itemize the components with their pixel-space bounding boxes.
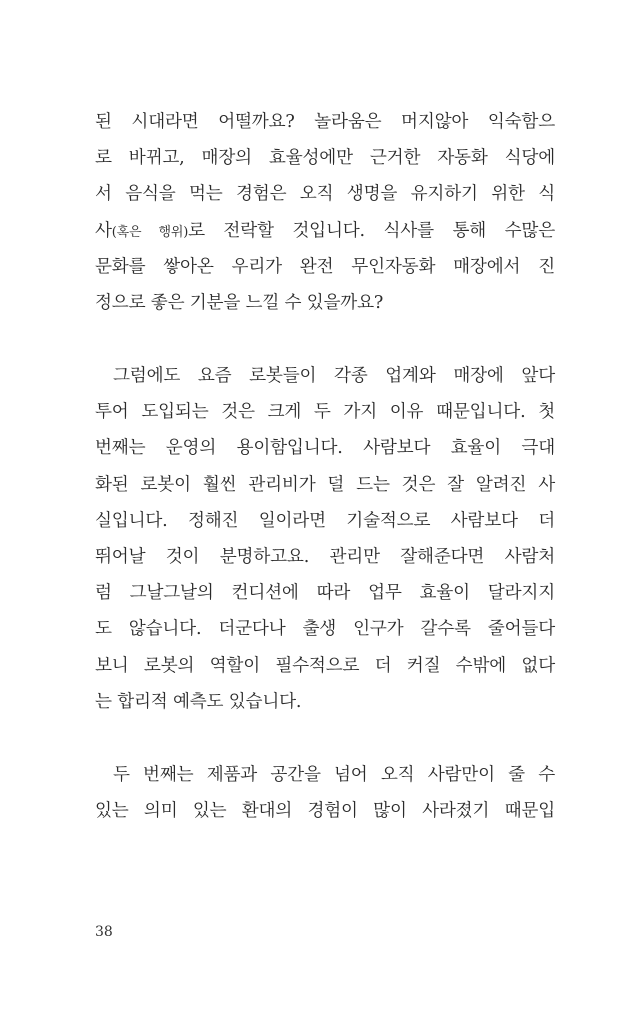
text-segment: 로 전락할 것입니다. 식사를 통해 수많은 bbox=[188, 220, 555, 241]
text-line: 서 음식을 먹는 경험은 오직 생명을 유지하기 위한 식 bbox=[95, 184, 555, 205]
text-line: 된 시대라면 어떨까요? 놀라움은 머지않아 익숙함으 bbox=[95, 112, 555, 132]
text-line: 번째는 운영의 용이함입니다. 사람보다 효율이 극대 bbox=[95, 438, 555, 459]
text-line: 실입니다. 정해진 일이라면 기술적으로 사람보다 더 bbox=[95, 510, 555, 531]
text-line: 럼 그날그날의 컨디션에 따라 업무 효율이 달라지지 bbox=[95, 583, 555, 604]
parenthetical-note: (혹은 행위) bbox=[111, 224, 189, 240]
text-line: 투어 도입되는 것은 크게 두 가지 이유 때문입니다. 첫 bbox=[95, 402, 555, 423]
text-line: 뛰어날 것이 분명하고요. 관리만 잘해준다면 사람처 bbox=[95, 546, 555, 567]
text-line bbox=[95, 213, 555, 249]
page-number: 38 bbox=[95, 924, 113, 940]
text-line: 그럼에도 요즘 로봇들이 각종 업계와 매장에 앞다 bbox=[113, 366, 555, 386]
text-line: 보니 로봇의 역할이 필수적으로 더 커질 수밖에 없다 bbox=[95, 655, 555, 676]
text-line: 문화를 쌓아온 우리가 완전 무인자동화 매장에서 진 bbox=[95, 256, 555, 277]
text-line: 는 합리적 예측도 있습니다. bbox=[95, 691, 302, 712]
text-line: 정으로 좋은 기분을 느낄 수 있을까요? bbox=[95, 292, 384, 313]
paragraph-3 bbox=[95, 757, 555, 829]
text-line: 화된 로봇이 훨씬 관리비가 덜 드는 것은 잘 알려진 사 bbox=[95, 474, 555, 495]
text-line: 도 않습니다. 더군다나 출생 인구가 갈수록 줄어들다 bbox=[95, 619, 555, 640]
paragraph-2 bbox=[95, 358, 555, 720]
paragraph-1 bbox=[95, 104, 555, 321]
text-segment: 사 bbox=[95, 220, 112, 241]
text-line: 두 번째는 제품과 공간을 넘어 오직 사람만이 줄 수 bbox=[113, 765, 555, 785]
text-line: 있는 의미 있는 환대의 경험이 많이 사라졌기 때문입 bbox=[95, 801, 555, 822]
text-line: 로 바뀌고, 매장의 효율성에만 근거한 자동화 식당에 bbox=[95, 148, 555, 169]
